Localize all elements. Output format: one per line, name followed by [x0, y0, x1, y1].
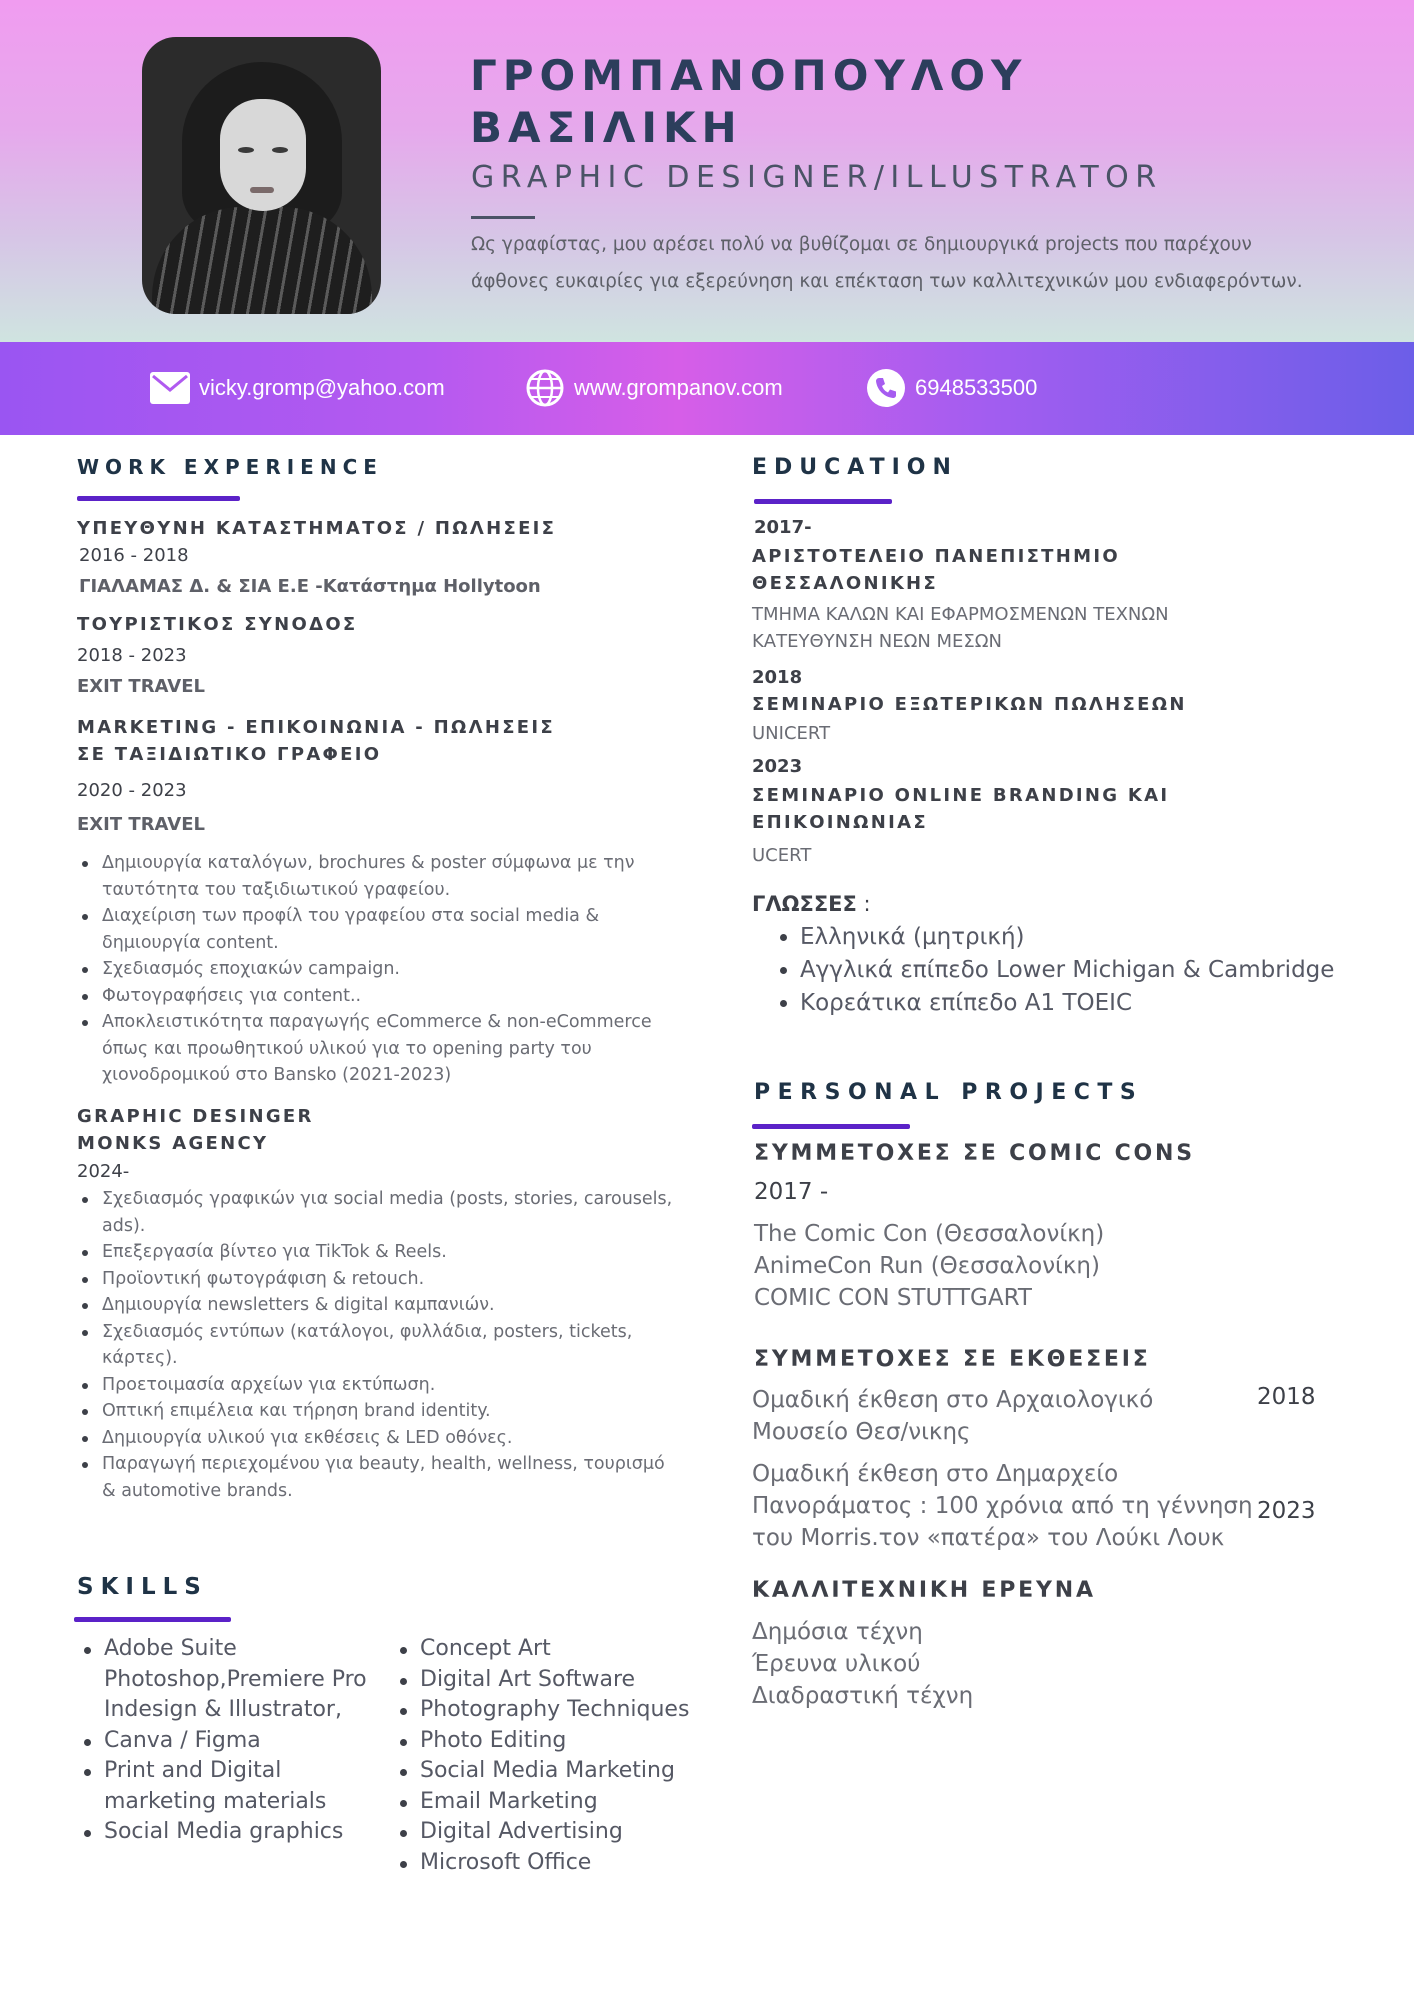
comic-cons-list: The Comic Con (Θεσσαλονίκη) AnimeCon Run (Θεσσαλονίκη) COMIC CON STUTTGART [754, 1221, 1105, 1311]
edu2-org: UNICERT [752, 723, 831, 744]
artistic-research-title: ΚΑΛΛΙΤΕΧΝΙΚΗ ΕΡΕΥΝΑ [752, 1578, 1096, 1603]
list-item: Social Media Marketing [408, 1756, 708, 1787]
exhibition-2-year: 2023 [1257, 1498, 1316, 1524]
list-item: Διαχείριση των προφίλ του γραφείου στα social media & δημιουργία content. [90, 903, 670, 956]
work-experience-rule [77, 496, 240, 501]
edu3-title-line-1: ΣΕΜΙΝΑΡΙΟ ONLINE BRANDING ΚΑΙ [752, 785, 1170, 806]
edu1-dept-line-2: ΚΑΤΕΥΘΥΝΣΗ ΝΕΩΝ ΜΕΣΩΝ [752, 631, 1003, 652]
list-item: Αποκλειστικότητα παραγωγής eCommerce & non-eCommerce όπως και προωθητικού υλικού για το opening party του χιονοδρομικού στο Bansko (2021-2023) [90, 1009, 670, 1089]
edu3-year: 2023 [752, 756, 803, 777]
job3-bullet-list [70, 850, 670, 1089]
list-item: Παραγωγή περιεχομένου για beauty, health, wellness, τουρισμό & automotive brands. [90, 1451, 680, 1504]
edu2-title: ΣΕΜΙΝΑΡΙΟ ΕΞΩΤΕΡΙΚΩΝ ΠΩΛΗΣΕΩΝ [752, 694, 1187, 715]
job4-company: MONKS AGENCY [77, 1133, 269, 1154]
edu3-title-line-2: ΕΠΙΚΟΙΝΩΝΙΑΣ [752, 812, 928, 833]
job2-company: EXIT TRAVEL [77, 676, 205, 697]
list-item: Προετοιμασία αρχείων για εκτύπωση. [90, 1372, 680, 1399]
photo-body [152, 207, 372, 314]
candidate-name [470, 50, 1027, 154]
job4-role-text: GRAPHIC DESINGER [77, 1106, 314, 1127]
personal-projects-title: PERSONAL PROJECTS [754, 1080, 1144, 1105]
list-item: Microsoft Office [408, 1848, 708, 1879]
work-experience-title: WORK EXPERIENCE [77, 455, 383, 479]
exhibition-1-year: 2018 [1257, 1384, 1316, 1410]
phone-icon [866, 368, 906, 408]
list-item: Σχεδιασμός εποχιακών campaign. [90, 956, 670, 983]
artistic-research-list: Δημόσια τέχνη Έρευνα υλικού Διαδραστική τέχνη [752, 1619, 974, 1709]
languages-list [768, 921, 1348, 1020]
phone-text[interactable]: 6948533500 [915, 375, 1038, 400]
intro-text: Ως γραφίστας, μου αρέσει πολύ να βυθίζομαι σε δημιουργικά projects που παρέχουν άφθονες ευκαιρίες για εξερεύνηση και επέκταση των καλλιτεχνικών μου ενδιαφερόντων. [471, 234, 1303, 292]
job1-company: ΓΙΑΛΑΜΑΣ Δ. & ΣΙΑ Ε.Ε -Κατάστημα Hollytoon [79, 576, 541, 597]
list-item: Adobe Suite Photoshop,Premiere Pro Indesign & Illustrator, [92, 1634, 372, 1726]
languages-label: ΓΛΩΣΣΕΣ [752, 892, 857, 916]
education-rule [754, 499, 892, 504]
job3-role-line-1: MARKETING - ΕΠΙΚΟΙΝΩΝΙΑ - ΠΩΛΗΣΕΙΣ [77, 717, 555, 738]
edu1-school [752, 543, 1120, 597]
list-item: Email Marketing [408, 1787, 708, 1818]
personal-projects-rule [752, 1124, 910, 1129]
list-item: Δημιουργία καταλόγων, brochures & poster σύμφωνα με την ταυτότητα του ταξιδιωτικού γραφείου. [90, 850, 670, 903]
languages-heading [752, 892, 871, 916]
list-item: Οπτική επιμέλεια και τήρηση brand identity. [90, 1398, 680, 1425]
job1-role: ΥΠΕΥΘΥΝΗ ΚΑΤΑΣΤΗΜΑΤΟΣ / ΠΩΛΗΣΕΙΣ [77, 518, 557, 539]
job2-dates: 2018 - 2023 [77, 645, 187, 666]
photo-face [220, 99, 306, 211]
list-item: Print and Digital marketing materials [92, 1756, 372, 1817]
list-item: Photo Editing [408, 1726, 708, 1757]
list-item: Δημιουργία υλικού για εκθέσεις & LED οθόνες. [90, 1425, 680, 1452]
globe-icon [525, 368, 565, 408]
edu1-school-line-2: ΘΕΣΣΑΛΟΝΙΚΗΣ [752, 573, 939, 594]
edu1-school-line-1: ΑΡΙΣΤΟΤΕΛΕΙΟ ΠΑΝΕΠΙΣΤΗΜΙΟ [752, 546, 1120, 567]
email-text[interactable]: vicky.gromp@yahoo.com [199, 375, 445, 400]
edu3-org: UCERT [752, 845, 812, 866]
job3-dates: 2020 - 2023 [77, 780, 187, 801]
list-item: Digital Advertising [408, 1817, 708, 1848]
languages-colon: : [856, 892, 871, 916]
job4-dates: 2024- [77, 1161, 130, 1182]
edu2-year: 2018 [752, 667, 803, 688]
skills-title: SKILLS [77, 1574, 208, 1600]
edu1-dept-line-1: ΤΜΗΜΑ ΚΑΛΩΝ ΚΑΙ ΕΦΑΡΜΟΣΜΕΝΩΝ ΤΕΧΝΩΝ [752, 604, 1169, 625]
list-item: Photography Techniques [408, 1695, 708, 1726]
job3-role-line-2: ΣΕ ΤΑΞΙΔΙΩΤΙΚΟ ΓΡΑΦΕΙΟ [77, 744, 382, 765]
exhibition-1: Ομαδική έκθεση στο Αρχαιολογικό Μουσείο Θεσ/νικης [752, 1387, 1154, 1445]
name-line-2: ΒΑΣΙΛΙΚΗ [470, 103, 743, 152]
contact-email[interactable] [150, 366, 445, 410]
photo-eye-right [272, 147, 288, 153]
list-item: Προϊοντική φωτογράφιση & retouch. [90, 1266, 680, 1293]
comic-cons-year: 2017 - [754, 1179, 829, 1205]
contact-phone[interactable] [866, 366, 1037, 410]
job-role-title: GRAPHIC DESIGNER/ILLUSTRATOR [471, 160, 1163, 195]
role-underline [471, 216, 535, 219]
website-text[interactable]: www.grompanov.com [574, 375, 783, 400]
comic-cons-title: ΣΥΜΜΕΤΟΧΕΣ ΣΕ COMIC CONS [754, 1141, 1195, 1166]
list-item: Φωτογραφήσεις για content.. [90, 983, 670, 1010]
list-item: Social Media graphics [92, 1817, 372, 1848]
job4-bullet-list [70, 1186, 680, 1504]
skills-rule [74, 1617, 231, 1622]
photo-eye-left [238, 147, 254, 153]
photo-mouth [250, 187, 274, 193]
list-item: Κορεάτικα επίπεδο A1 TOEIC [788, 987, 1348, 1020]
list-item: Σχεδιασμός γραφικών για social media (posts, stories, carousels, ads). [90, 1186, 680, 1239]
contact-website[interactable] [525, 366, 783, 410]
job3-company: EXIT TRAVEL [77, 814, 205, 835]
list-item: Digital Art Software [408, 1665, 708, 1696]
exhibition-2: Ομαδική έκθεση στο Δημαρχείο Πανοράματος : 100 χρόνια από τη γέννηση του Morris.τον «πατέρα» του Λούκι Λουκ [752, 1461, 1253, 1551]
job4-role [77, 1103, 314, 1157]
job3-role [77, 714, 555, 768]
skills-list-left [72, 1634, 372, 1848]
list-item: Δημιουργία newsletters & digital καμπανιών. [90, 1292, 680, 1319]
name-line-1: ΓΡΟΜΠΑΝΟΠΟΥΛΟΥ [470, 51, 1028, 100]
list-item: Αγγλικά επίπεδο Lower Michigan & Cambridge [788, 954, 1348, 987]
exhibitions-title: ΣΥΜΜΕΤΟΧΕΣ ΣΕ ΕΚΘΕΣΕΙΣ [754, 1347, 1151, 1372]
edu1-department [752, 601, 1169, 655]
profile-photo [142, 37, 381, 314]
list-item: Επεξεργασία βίντεο για TikTok & Reels. [90, 1239, 680, 1266]
list-item: Σχεδιασμός εντύπων (κατάλογοι, φυλλάδια, posters, tickets, κάρτες). [90, 1319, 680, 1372]
list-item: Concept Art [408, 1634, 708, 1665]
edu1-year: 2017- [754, 517, 812, 538]
list-item: Canva / Figma [92, 1726, 372, 1757]
list-item: Ελληνικά (μητρική) [788, 921, 1348, 954]
job2-role: ΤΟΥΡΙΣΤΙΚΟΣ ΣΥΝΟΔΟΣ [77, 614, 358, 635]
job1-dates: 2016 - 2018 [79, 545, 189, 566]
skills-list-right [388, 1634, 708, 1878]
edu3-title [752, 782, 1169, 836]
education-title: EDUCATION [752, 455, 958, 480]
envelope-icon [150, 368, 190, 408]
